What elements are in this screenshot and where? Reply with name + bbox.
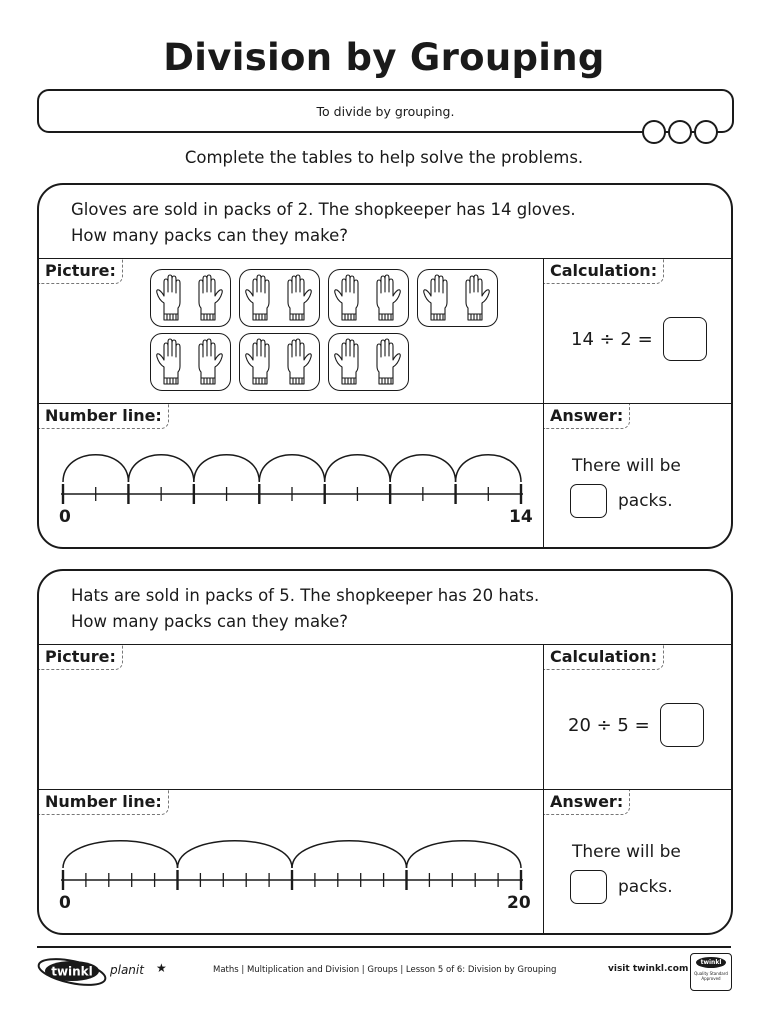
glove-icon: [240, 334, 319, 390]
number-line-jump: [128, 455, 193, 482]
glove-icon: [329, 270, 408, 326]
number-line-jump: [259, 455, 324, 482]
calculation-answer-box[interactable]: [660, 703, 704, 747]
answer-area: [570, 837, 681, 904]
number-line-jump: [456, 455, 521, 482]
answer-box[interactable]: [570, 870, 607, 904]
answer-text: There will be: [572, 456, 681, 476]
answer-text: There will be: [572, 842, 681, 862]
answer-box[interactable]: [570, 484, 607, 518]
question-line: How many packs can they make?: [71, 226, 348, 245]
question-text: [71, 583, 539, 635]
footer-breadcrumb: Maths | Multiplication and Division | Groups | Lesson 5 of 6: Division by Grouping: [213, 965, 557, 975]
number-line-jump: [63, 841, 178, 868]
number-line-max: 14: [509, 507, 533, 527]
calculation-text: 14 ÷ 2 =: [571, 328, 653, 350]
answer-label: Answer:: [544, 404, 630, 429]
calculation-label: Calculation:: [544, 645, 664, 670]
circle-icon: [642, 120, 666, 144]
instruction-text: Complete the tables to help solve the problems.: [184, 148, 584, 167]
glove-pack: [417, 269, 498, 327]
number-line-max: 20: [507, 893, 531, 913]
calculation-answer-box[interactable]: [663, 317, 707, 361]
question-line: How many packs can they make?: [71, 612, 348, 631]
number-line-min: 0: [59, 507, 71, 527]
number-line: [55, 443, 535, 513]
glove-icon: [329, 334, 408, 390]
decorative-circles: [642, 120, 718, 144]
picture-label: Picture:: [39, 645, 123, 670]
number-line-label: Number line:: [39, 404, 169, 429]
page-title: Division by Grouping: [163, 36, 605, 79]
picture-drawing-area[interactable]: [39, 671, 542, 787]
planit-logo: planit: [110, 963, 144, 977]
number-line-min: 0: [59, 893, 71, 913]
glove-pack: [239, 269, 320, 327]
picture-label: Picture:: [39, 259, 123, 284]
calculation: [571, 317, 707, 361]
calculation: [568, 703, 704, 747]
answer-area: [570, 451, 681, 518]
number-line-jump: [292, 841, 407, 868]
number-line-jump: [407, 841, 522, 868]
objective-box: [37, 89, 734, 133]
badge-text: Quality Standard Approved: [694, 971, 728, 981]
number-line-jump: [178, 841, 293, 868]
twinkl-logo[interactable]: [36, 952, 108, 992]
question-text: [71, 197, 576, 249]
glove-icon: [418, 270, 497, 326]
calculation-label: Calculation:: [544, 259, 664, 284]
footer-divider: [37, 946, 731, 948]
number-line-jump: [390, 455, 455, 482]
glove-pack: [328, 333, 409, 391]
calculation-text: 20 ÷ 5 =: [568, 714, 650, 736]
badge-logo: twinkl: [696, 957, 726, 968]
number-line-jump: [194, 455, 259, 482]
footer-link[interactable]: visit twinkl.com: [608, 964, 689, 974]
logo-text: twinkl: [51, 964, 93, 979]
star-icon: ★: [156, 961, 167, 975]
question-line: Gloves are sold in packs of 2. The shopkeeper has 14 gloves.: [71, 200, 576, 219]
answer-text: packs.: [618, 877, 673, 897]
glove-icon: [151, 270, 230, 326]
objective-text: To divide by grouping.: [316, 104, 455, 119]
number-line: [55, 829, 535, 899]
question-line: Hats are sold in packs of 5. The shopkeeper has 20 hats.: [71, 586, 540, 605]
number-line-jump: [325, 455, 390, 482]
problem-panel-1: [37, 183, 733, 549]
answer-text: packs.: [618, 491, 673, 511]
glove-pack: [150, 269, 231, 327]
glove-icon: [151, 334, 230, 390]
circle-icon: [694, 120, 718, 144]
glove-pack: [150, 333, 231, 391]
number-line-jump: [63, 455, 128, 482]
glove-icon: [240, 270, 319, 326]
quality-badge: [690, 953, 732, 991]
glove-pack: [239, 333, 320, 391]
glove-pack: [328, 269, 409, 327]
circle-icon: [668, 120, 692, 144]
answer-label: Answer:: [544, 790, 630, 815]
number-line-label: Number line:: [39, 790, 169, 815]
problem-panel-2: [37, 569, 733, 935]
